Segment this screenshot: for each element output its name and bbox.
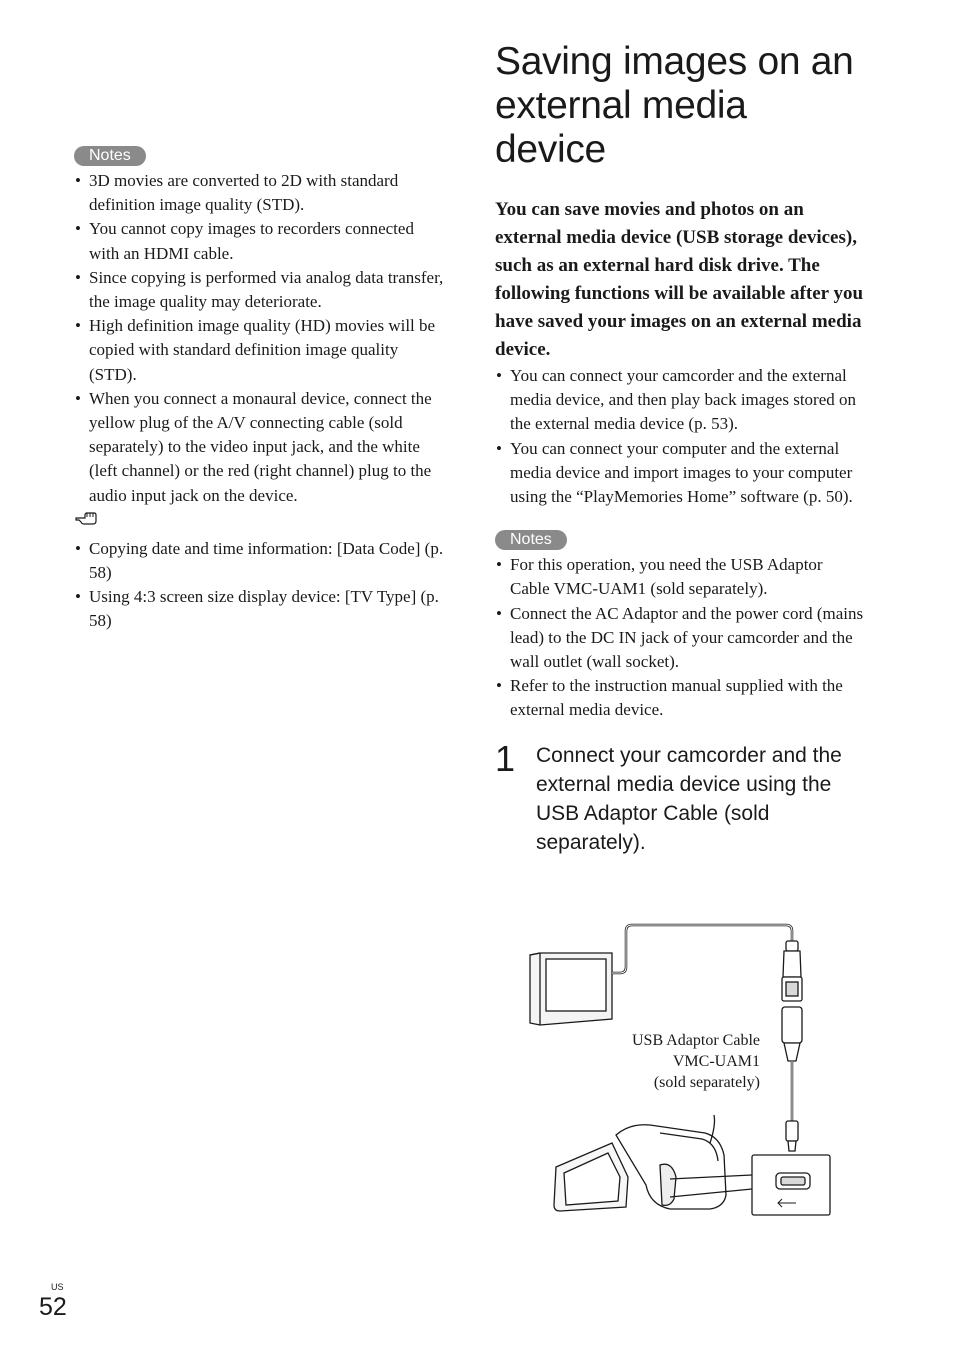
cable-label-line2: VMC-UAM1	[672, 1053, 760, 1070]
region-code: US	[51, 1282, 64, 1292]
camcorder-icon	[554, 1115, 752, 1211]
usb-plug-icon	[782, 941, 802, 1001]
left-column	[74, 146, 446, 634]
micro-usb-plug-icon	[786, 1121, 798, 1151]
tips-list	[74, 537, 446, 634]
list-item: • 3D movies are converted to 2D with standard definition image quality (STD).	[74, 169, 446, 217]
notes-badge: Notes	[495, 530, 567, 550]
cable-label	[632, 1030, 760, 1093]
list-item: • You cannot copy images to recorders connected with an HDMI cable.	[74, 217, 446, 265]
list-item: • High definition image quality (HD) movies will be copied with standard definition image quality (STD).	[74, 314, 446, 387]
cable-label-line3: (sold separately)	[653, 1074, 760, 1091]
list-item: • Using 4:3 screen size display device: [TV Type] (p. 58)	[74, 585, 446, 633]
reference-hand-icon	[74, 509, 446, 537]
page-number: 52	[39, 1293, 67, 1321]
list-item: • You can connect your camcorder and the external media device, and then play back images stored on the external media device (p. 53).	[495, 364, 865, 437]
list-item: • When you connect a monaural device, connect the yellow plug of the A/V connecting cable (sold separately) to the video input jack, and the white (left channel) or the red (right channel) plug to the audio input jack on the device.	[74, 387, 446, 508]
step-text: Connect your camcorder and the external media device using the USB Adaptor Cable (sold separately).	[536, 743, 842, 854]
step-1	[495, 737, 865, 857]
right-column	[495, 40, 865, 857]
notes-badge: Notes	[74, 146, 146, 166]
external-drive-icon	[530, 953, 612, 1025]
functions-list	[495, 364, 865, 509]
connection-diagram	[520, 915, 840, 1225]
list-item: • Since copying is performed via analog data transfer, the image quality may deteriorate.	[74, 266, 446, 314]
step-number: 1	[495, 737, 516, 779]
notes-list	[74, 169, 446, 508]
list-item: • Connect the AC Adaptor and the power cord (mains lead) to the DC IN jack of your camcorder and the wall outlet (wall socket).	[495, 602, 865, 675]
list-item: • You can connect your computer and the external media device and import images to your computer using the “PlayMemories Home” software (p. 50).	[495, 437, 865, 510]
usb-adaptor-icon	[782, 1007, 802, 1061]
page-title: Saving images on an external media device	[495, 40, 854, 171]
intro-paragraph: You can save movies and photos on an external media device (USB storage devices), such as an external hard disk drive. The following functions will be available after you have saved your images on an external media device.	[495, 199, 864, 360]
list-item: • Copying date and time information: [Data Code] (p. 58)	[74, 537, 446, 585]
cable-label-line1: USB Adaptor Cable	[632, 1032, 760, 1049]
list-item: • For this operation, you need the USB Adaptor Cable VMC-UAM1 (sold separately).	[495, 553, 865, 601]
notes-list	[495, 553, 865, 722]
list-item: • Refer to the instruction manual supplied with the external media device.	[495, 674, 865, 722]
